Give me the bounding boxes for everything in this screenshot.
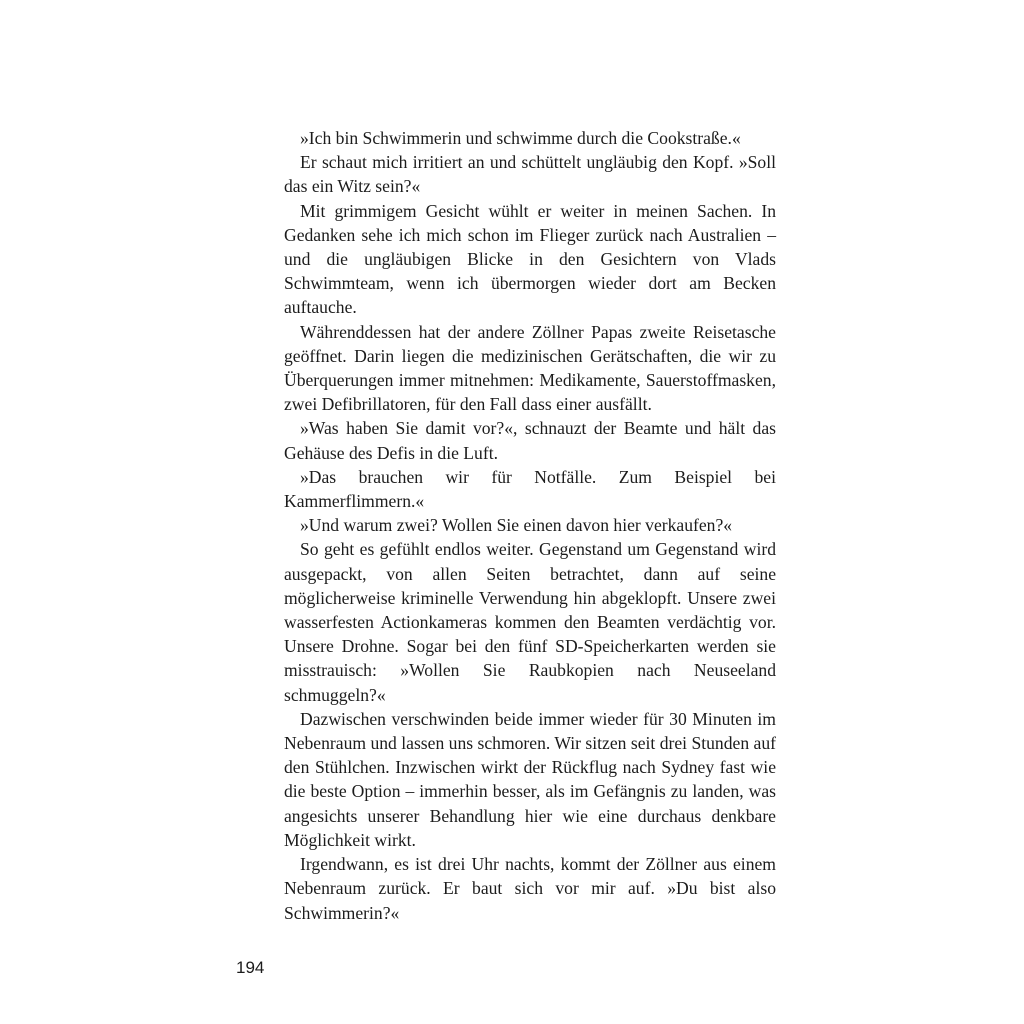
paragraph: Mit grimmigem Gesicht wühlt er weiter in meinen Sachen. In Gedanken sehe ich mich schon im Flieger zurück nach Australien – und die ungläubigen Blicke in den Gesichtern von Vlads Schwimmteam, wenn ich übermorgen wieder dort am Becken auftauche. [284,200,776,318]
page-number: 194 [236,958,265,977]
paragraph: Irgendwann, es ist drei Uhr nachts, kommt der Zöllner aus einem Nebenraum zurück. Er baut sich vor mir auf. »Du bist also Schwimmerin?« [284,854,776,923]
paragraph: »Das brauchen wir für Notfälle. Zum Beispiel bei Kammerflimmern.« [284,466,776,512]
paragraph: So geht es gefühlt endlos weiter. Gegenstand um Gegenstand wird ausgepackt, von allen Seiten betrachtet, dann auf seine möglicherweise kriminelle Verwendung hin abgeklopft. Unsere zwei wasserfesten Actionkameras kommen den Beamten verdächtig vor. Unsere Drohne. Sogar bei den fünf SD-Speicherkarten werden sie misstrauisch: »Wollen Sie Raubkopien nach Neuseeland schmuggeln?« [284,539,776,705]
paragraph: »Was haben Sie damit vor?«, schnauzt der Beamte und hält das Gehäuse des Defis in die Luft. [284,418,776,463]
paragraph: »Und warum zwei? Wollen Sie einen davon hier verkaufen?« [300,515,733,536]
body-text [284,126,776,925]
paragraph: Er schaut mich irritiert an und schüttelt ungläubig den Kopf. »Soll das ein Witz sein?« [284,152,776,197]
paragraph: »Ich bin Schwimmerin und schwimme durch die Cookstraße.« [300,128,741,148]
paragraph: Währenddessen hat der andere Zöllner Papas zweite Reisetasche geöffnet. Darin liegen die medizinischen Gerätschaften, die wir zu Überquerungen immer mitnehmen: Medikamente, Sauerstoffmasken, zwei Defibrillatoren, für den Fall dass einer ausfällt. [284,321,776,415]
paragraph: Dazwischen verschwinden beide immer wieder für 30 Minuten im Nebenraum und lassen uns schmoren. Wir sitzen seit drei Stunden auf den Stühlchen. Inzwischen wirkt der Rückflug nach Sydney fast wie die beste Option – immerhin besser, als im Gefängnis zu landen, was angesichts unserer Behandlung hier wie eine durchaus denkbare Möglichkeit wirkt. [284,708,776,850]
